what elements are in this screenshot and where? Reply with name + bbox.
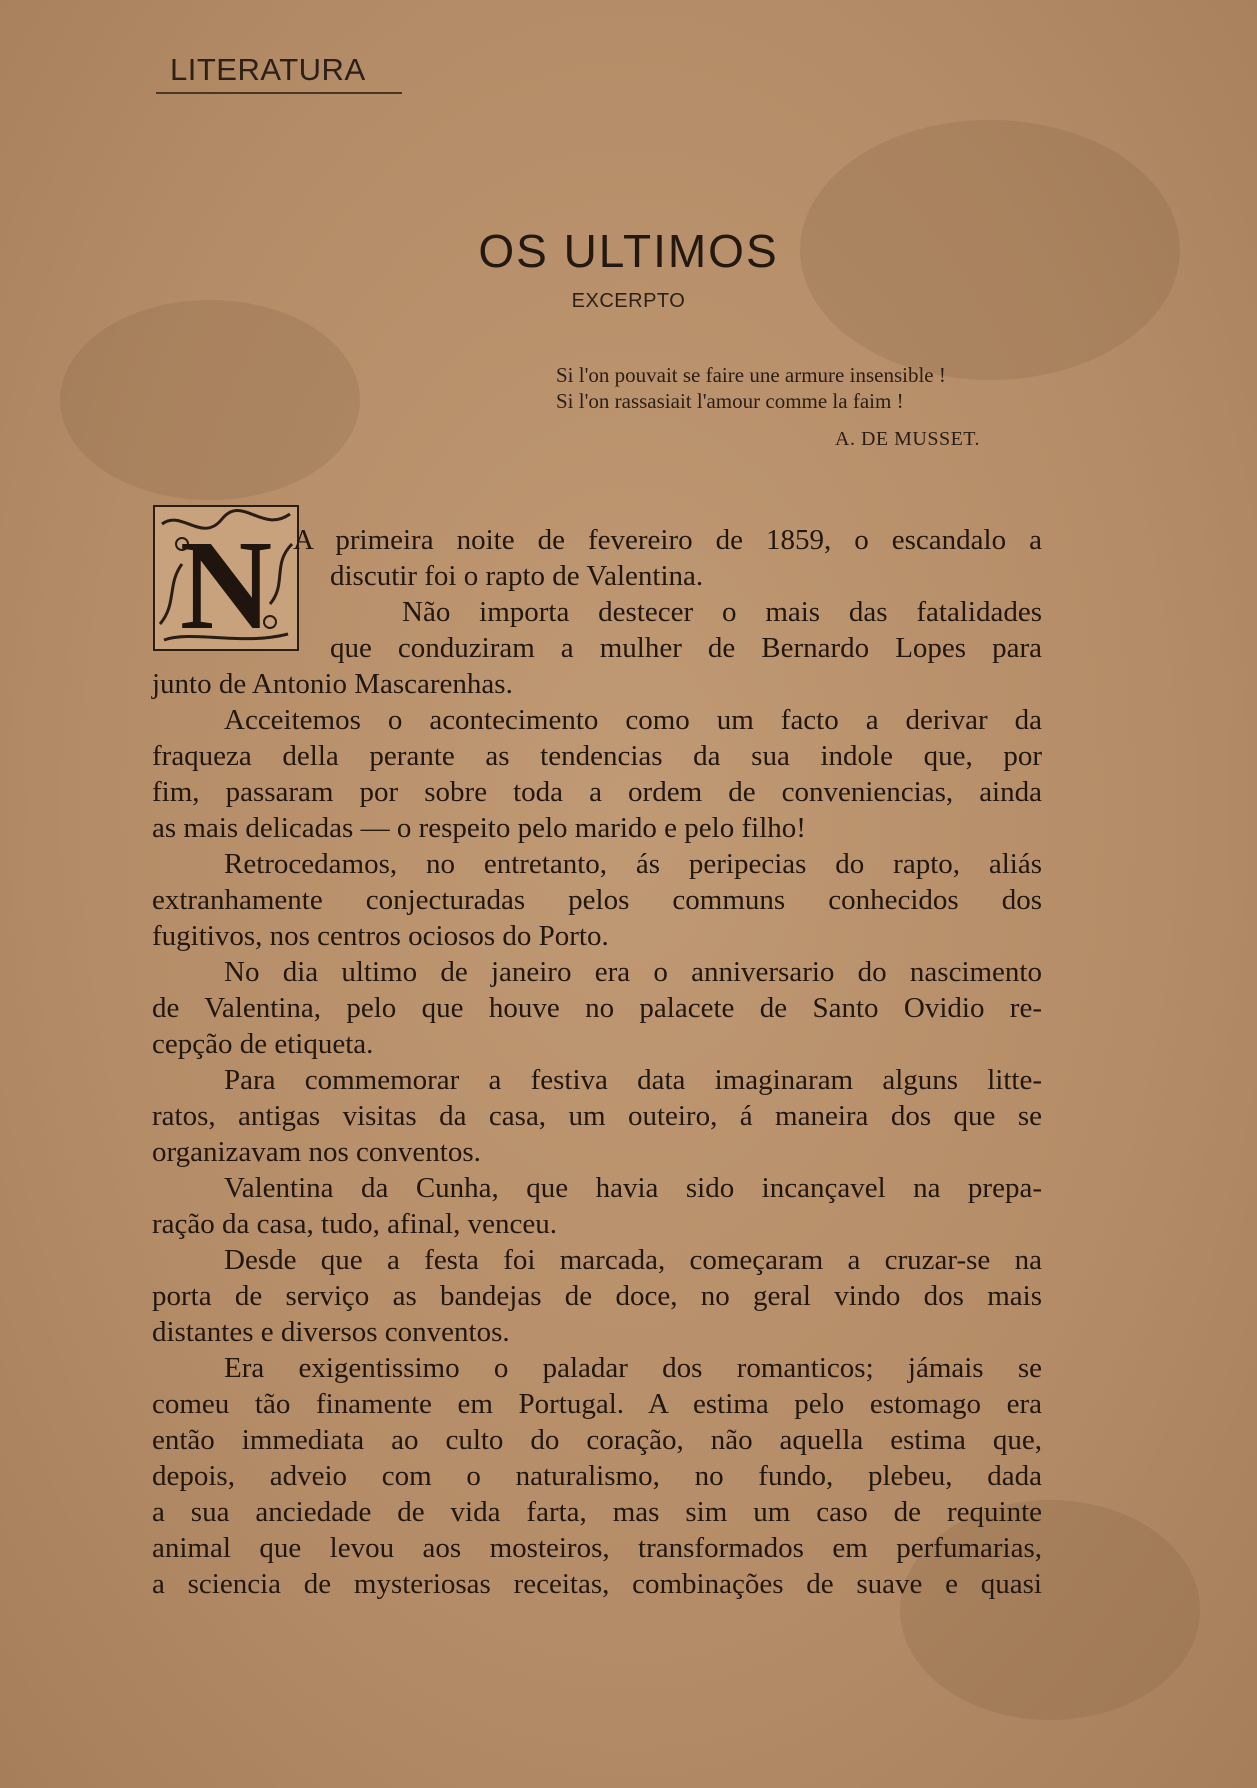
- body-line: ratos, antigas visitas da casa, um outeiro, á maneira dos que se: [152, 1100, 1042, 1132]
- body-line: Desde que a festa foi marcada, começaram a cruzar-se na: [224, 1244, 1042, 1276]
- body-line: extranhamente conjecturadas pelos communs conhecidos dos: [152, 884, 1042, 916]
- body-line: a sciencia de mysteriosas receitas, combinações de suave e quasi: [152, 1568, 1042, 1600]
- body-line: junto de Antonio Mascarenhas.: [152, 668, 513, 700]
- body-line: A primeira noite de fevereiro de 1859, o escandalo a: [293, 524, 1042, 556]
- paper-stain: [60, 300, 360, 500]
- body-line: fugitivos, nos centros ociosos do Porto.: [152, 920, 609, 952]
- body-line: depois, adveio com o naturalismo, no fundo, plebeu, dada: [152, 1460, 1042, 1492]
- body-line: No dia ultimo de janeiro era o anniversario do nascimento: [224, 956, 1042, 988]
- body-line: fraqueza della perante as tendencias da sua indole que, por: [152, 740, 1042, 772]
- body-line: as mais delicadas — o respeito pelo marido e pelo filho!: [152, 812, 806, 844]
- article-subtitle: EXCERPTO: [571, 290, 686, 312]
- body-line: fim, passaram por sobre toda a ordem de conveniencias, ainda: [152, 776, 1042, 808]
- body-line: que conduziram a mulher de Bernardo Lopes para: [330, 632, 1042, 664]
- section-underline: [156, 92, 402, 94]
- dropcap-letter: N: [179, 514, 273, 652]
- epigraph-line: Si l'on rassasiait l'amour comme la faim !: [556, 389, 904, 413]
- body-line: discutir foi o rapto de Valentina.: [330, 560, 704, 592]
- body-line: a sua anciedade de vida farta, mas sim um caso de requinte: [152, 1496, 1042, 1528]
- body-line: animal que levou aos mosteiros, transformados em perfumarias,: [152, 1532, 1042, 1564]
- body-line: cepção de etiqueta.: [152, 1028, 374, 1060]
- body-line: então immediata ao culto do coração, não aquella estima que,: [152, 1424, 1042, 1456]
- body-line: Para commemorar a festiva data imaginaram alguns litte-: [224, 1064, 1042, 1096]
- body-line: Acceitemos o acontecimento como um facto a derivar da: [224, 704, 1042, 736]
- article-title: OS ULTIMOS: [478, 225, 779, 277]
- epigraph-line: Si l'on pouvait se faire une armure insensible !: [556, 363, 946, 387]
- body-line: ração da casa, tudo, afinal, venceu.: [152, 1208, 557, 1240]
- epigraph: [556, 362, 946, 414]
- body-line: Era exigentissimo o paladar dos romanticos; jámais se: [224, 1352, 1042, 1384]
- body-line: porta de serviço as bandejas de doce, no geral vindo dos mais: [152, 1280, 1042, 1312]
- article-body: [152, 522, 1042, 1602]
- body-line: comeu tão finamente em Portugal. A estima pelo estomago era: [152, 1388, 1042, 1420]
- body-line: distantes e diversos conventos.: [152, 1316, 510, 1348]
- epigraph-author: A. DE MUSSET.: [835, 428, 981, 450]
- body-line: organizavam nos conventos.: [152, 1136, 481, 1168]
- body-line: Não importa destecer o mais das fatalidades: [402, 596, 1042, 628]
- body-line: Retrocedamos, no entretanto, ás peripecias do rapto, aliás: [224, 848, 1042, 880]
- body-line: de Valentina, pelo que houve no palacete de Santo Ovidio re-: [152, 992, 1042, 1024]
- section-label: LITERATURA: [170, 52, 366, 87]
- body-line: Valentina da Cunha, que havia sido incançavel na prepa-: [224, 1172, 1042, 1204]
